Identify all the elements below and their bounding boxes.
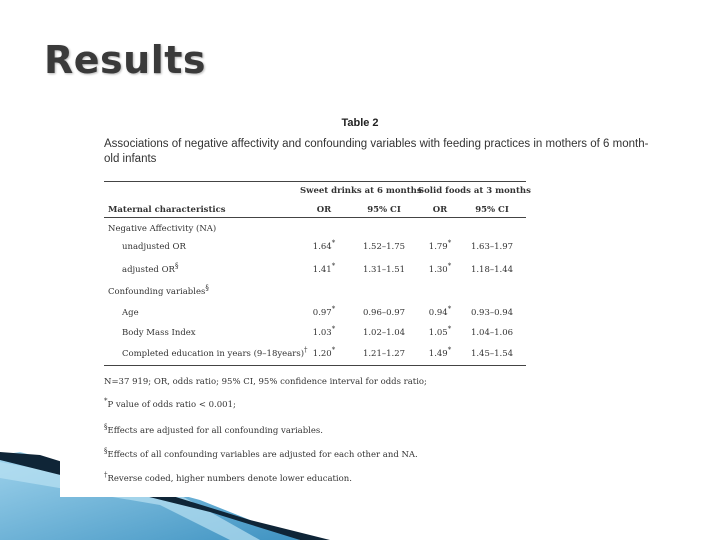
- or-solid-value: 0.94*: [428, 305, 452, 318]
- bottom-rule: [104, 365, 526, 366]
- ci-sweet-value: 1.02–1.04: [362, 328, 406, 338]
- row-label: Age: [122, 308, 139, 318]
- group-header-sweet-drinks: Sweet drinks at 6 months: [300, 186, 422, 196]
- group-header-solid-foods: Solid foods at 3 months: [418, 186, 531, 196]
- ci-solid-value: 1.04–1.06: [470, 328, 514, 338]
- col-header-or-2: OR: [432, 205, 448, 215]
- or-solid-value: 1.79*: [428, 239, 452, 252]
- top-rule: [104, 181, 526, 182]
- footnote-confounding: §Effects of all confounding variables are adjusted for each other and NA.: [104, 447, 418, 460]
- col-header-ci-1: 95% CI: [367, 205, 401, 215]
- header-rule: [104, 217, 526, 218]
- col-header-characteristics: Maternal characteristics: [108, 205, 226, 215]
- section-label-confounding: Confounding variables§: [108, 284, 209, 297]
- ci-sweet-value: 1.31–1.51: [362, 265, 406, 275]
- or-sweet-value: 1.20*: [312, 346, 336, 359]
- or-solid-value: 1.05*: [428, 325, 452, 338]
- row-label: Completed education in years (9–18years)†: [122, 346, 308, 359]
- ci-sweet-value: 1.21–1.27: [362, 349, 406, 359]
- ci-sweet-value: 0.96–0.97: [362, 308, 406, 318]
- row-label: Body Mass Index: [122, 328, 196, 338]
- ci-solid-value: 1.63–1.97: [470, 242, 514, 252]
- table-label: Table 2: [341, 117, 379, 129]
- or-solid-value: 1.30*: [428, 262, 452, 275]
- or-sweet-value: 1.41*: [312, 262, 336, 275]
- footnote-p-value: *P value of odds ratio < 0.001;: [104, 397, 236, 410]
- or-sweet-value: 0.97*: [312, 305, 336, 318]
- or-sweet-value: 1.64*: [312, 239, 336, 252]
- table-caption: Associations of negative affectivity and confounding variables with feeding practices in mothers of 6 month-old infants: [104, 138, 649, 165]
- table-figure: [60, 105, 660, 497]
- footnote-reverse-coded: †Reverse coded, higher numbers denote lower education.: [104, 471, 352, 484]
- footnote-adjusted: §Effects are adjusted for all confounding variables.: [104, 423, 323, 436]
- or-solid-value: 1.49*: [428, 346, 452, 359]
- row-label: adjusted OR§: [122, 262, 179, 275]
- col-header-or-1: OR: [316, 205, 332, 215]
- col-header-ci-2: 95% CI: [475, 205, 509, 215]
- ci-solid-value: 1.45–1.54: [470, 349, 514, 359]
- footnote-abbreviations: N=37 919; OR, odds ratio; 95% CI, 95% confidence interval for odds ratio;: [104, 377, 427, 387]
- section-label-na: Negative Affectivity (NA): [108, 224, 217, 234]
- slide-title: Results: [44, 38, 207, 82]
- or-sweet-value: 1.03*: [312, 325, 336, 338]
- row-label: unadjusted OR: [122, 242, 186, 252]
- ci-solid-value: 1.18–1.44: [470, 265, 514, 275]
- ci-sweet-value: 1.52–1.75: [362, 242, 406, 252]
- ci-solid-value: 0.93–0.94: [470, 308, 514, 318]
